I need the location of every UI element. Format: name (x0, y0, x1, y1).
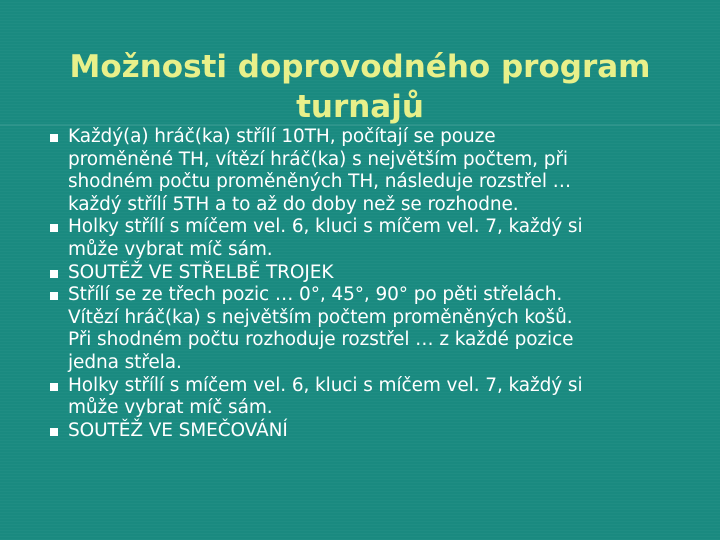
bullet-line: shodném počtu proměněných TH, následuje rozstřel … (68, 171, 572, 193)
bullet-line: může vybrat míč sám. (68, 397, 273, 419)
bullet-line: může vybrat míč sám. (68, 238, 273, 260)
square-bullet-icon (50, 270, 58, 278)
square-bullet-icon (50, 224, 58, 232)
square-bullet-icon (50, 134, 58, 142)
bullet-line: Holky střílí s míčem vel. 6, kluci s míčem vel. 7, každý si (68, 374, 583, 396)
bullet-item (50, 420, 690, 443)
bullet-line: každý střílí 5TH a to až do doby než se rozhodne. (68, 193, 519, 215)
slide-title (36, 47, 684, 127)
bullet-line: SOUTĚŽ VE STŘELBĚ TROJEK (68, 261, 334, 283)
slide-title-line-2: turnajů (296, 88, 424, 125)
bullet-item (50, 262, 690, 285)
bullet-item (50, 216, 690, 261)
slide-title-line-1: Možnosti doprovodného program (69, 48, 651, 85)
bullet-line: Holky střílí s míčem vel. 6, kluci s míčem vel. 7, každý si (68, 216, 583, 238)
bullet-line: proměněné TH, vítězí hráč(ka) s největším počtem, při (68, 148, 568, 170)
square-bullet-icon (50, 428, 58, 436)
bullet-line: SOUTĚŽ VE SMEČOVÁNÍ (68, 419, 288, 441)
square-bullet-icon (50, 383, 58, 391)
bullet-item (50, 284, 690, 374)
bullet-item (50, 126, 690, 216)
bullet-list (50, 126, 690, 442)
bullet-line: Vítězí hráč(ka) s největším počtem proměněných košů. (68, 306, 573, 328)
bullet-item (50, 375, 690, 420)
bullet-line: Každý(a) hráč(ka) střílí 10TH, počítají se pouze (68, 126, 496, 147)
square-bullet-icon (50, 292, 58, 300)
bullet-line: Při shodném počtu rozhoduje rozstřel … z každé pozice (68, 329, 574, 351)
bullet-line: Střílí se ze třech pozic … 0°, 45°, 90° po pěti střelách. (68, 284, 563, 306)
bullet-line: jedna střela. (68, 351, 182, 373)
